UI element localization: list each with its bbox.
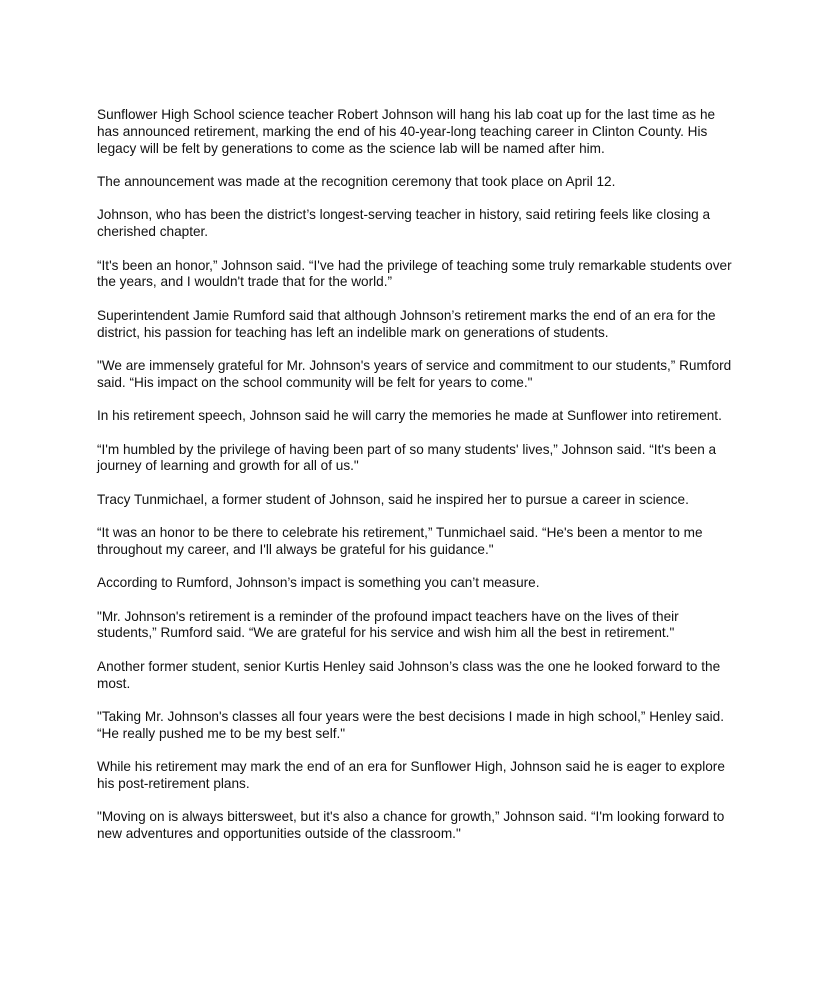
paragraph: "We are immensely grateful for Mr. Johnson's years of service and commitment to our students,” Rumford said. “His impact on the school community will be felt for years to come."	[97, 357, 732, 390]
paragraph: Superintendent Jamie Rumford said that although Johnson’s retirement marks the end of an era for the district, his passion for teaching has left an indelible mark on generations of students.	[97, 307, 716, 340]
paragraph: Johnson, who has been the district’s longest-serving teacher in history, said retiring feels like closing a cherished chapter.	[97, 207, 711, 240]
paragraph: In his retirement speech, Johnson said he will carry the memories he made at Sunflower into retirement.	[97, 408, 722, 424]
paragraph: The announcement was made at the recognition ceremony that took place on April 12.	[97, 173, 616, 189]
paragraph: "Moving on is always bittersweet, but it's also a chance for growth,” Johnson said. “I'm looking forward to new adventures and opportunities outside of the classroom."	[97, 809, 725, 842]
paragraph: “It was an honor to be there to celebrate his retirement,” Tunmichael said. “He's been a mentor to me throughout my career, and I'll always be grateful for his guidance."	[97, 525, 703, 557]
paragraph: "Mr. Johnson's retirement is a reminder of the profound impact teachers have on the lives of their students,” Rumford said. “We are grateful for his service and wish him all the best in retirement."	[97, 608, 679, 641]
paragraph: “I'm humbled by the privilege of having been part of so many students' lives,” Johnson said. “It's been a journey of learning and growth for all of us."	[97, 441, 717, 474]
paragraph: Sunflower High School science teacher Robert Johnson will hang his lab coat up for the last time as he has announced retirement, marking the end of his 40-year-long teaching career in Clinton County. His legacy will be felt by generations to come as the science lab will be named after him.	[97, 107, 716, 156]
paragraph: According to Rumford, Johnson’s impact is something you can’t measure.	[97, 575, 540, 591]
paragraph: Another former student, senior Kurtis Henley said Johnson’s class was the one he looked forward to the most.	[97, 658, 721, 691]
paragraph: "Taking Mr. Johnson's classes all four years were the best decisions I made in high school,” Henley said. “He really pushed me to be my best self."	[97, 709, 724, 741]
document-page	[97, 107, 740, 860]
paragraph: Tracy Tunmichael, a former student of Johnson, said he inspired her to pursue a career in science.	[97, 491, 689, 507]
paragraph: “It's been an honor,” Johnson said. “I've had the privilege of teaching some truly remarkable students over the years, and I wouldn't trade that for the world.”	[97, 257, 732, 290]
paragraph: While his retirement may mark the end of an era for Sunflower High, Johnson said he is eager to explore his post-retirement plans.	[97, 759, 725, 792]
